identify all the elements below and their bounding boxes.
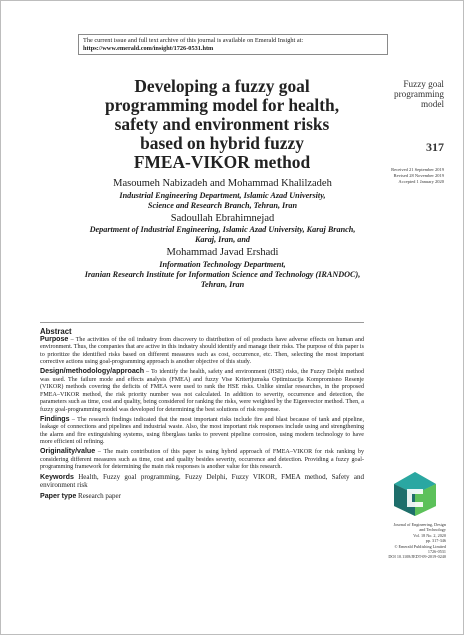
affiliation: Iranian Research Institute for Information Science and Technology (IRANDOC), [84, 269, 361, 279]
affiliation: Department of Industrial Engineering, Islamic Azad University, Karaj Branch, [89, 225, 356, 234]
publisher-logo-icon [390, 470, 440, 518]
journal-volume: Vol. 18 No. 2, 2020 [413, 532, 446, 538]
design-text: – To identify the health, safety and environment (HSE) risks, the Fuzzy Delphi method was used. The failure mode and effects analysis (FMEA) and fuzzy Vise Kriterijumska Optimizacija Kompromisno Resenje (VIKOR) methods covering the deficits of FMEA were used to rank the HSE risks. Unlike similar researches, in the proposed FMEA–VIKOR method, the risk priority number was not calculated. In addition to severity, occurrence and detection, the parameters such as time, cost and quality, being considered for ranking the risks, were weighted by the Eigenvector method. Then, a fuzzy goal-programming model was developed for determining the best solutions of risk response. [40, 368, 364, 413]
running-title-line: programming [393, 89, 444, 99]
keywords-label: Keywords [40, 472, 74, 481]
date-accepted: Accepted 1 January 2020 [398, 178, 444, 184]
paper-type-text: Research paper [76, 491, 121, 500]
availability-notice [78, 34, 388, 55]
affiliation: Science and Research Branch, Tehran, Iran [147, 200, 298, 210]
notice-text: The current issue and full text archive of this journal is available on Emerald Insight at: [83, 37, 304, 44]
keywords [40, 474, 364, 491]
abstract-purpose [40, 336, 364, 367]
title-line: programming model for health, [104, 95, 340, 115]
paper-title [72, 77, 372, 172]
page-number: 317 [426, 140, 444, 154]
author-name: Sadoullah Ebrahimnejad [170, 212, 275, 224]
abstract-heading: Abstract [40, 327, 72, 336]
journal-name: Journal of Engineering, Design [393, 522, 446, 527]
running-title-line: model [421, 99, 444, 109]
issn: 1726-0531 [427, 549, 446, 555]
affiliation: Industrial Engineering Department, Islamic Azad University, [119, 190, 326, 200]
affiliation: Tehran, Iran [200, 279, 245, 289]
date-received: Received 21 September 2019 [391, 167, 444, 172]
originality-label: Originality/value [40, 446, 96, 455]
notice-url-link[interactable]: https://www.emerald.com/insight/1726-0531.htm [83, 45, 214, 52]
abstract-originality [40, 448, 364, 472]
purpose-text: – The activities of the oil industry from discovery to distribution of oil products have adverse effects on human and environment. Thus, the companies that are active in this industry should identify and manage their risks. The purpose of this paper is to prioritize the identified risks based on different measures such as cost, occurrence, etc. Then, selecting the most important corrective actions using goal-programming approach is another objective of this study. [40, 336, 364, 366]
author-block [40, 178, 405, 290]
publisher: © Emerald Publishing Limited [394, 543, 446, 549]
findings-label: Findings [40, 414, 70, 423]
author-name: Mohammad Javad Ershadi [166, 247, 279, 258]
title-line: safety and environment risks [114, 114, 330, 134]
journal-info [366, 522, 446, 560]
abstract-findings [40, 416, 364, 447]
journal-pages: pp. 317-346 [425, 538, 446, 544]
affiliation: Information Technology Department, [159, 259, 286, 269]
journal-name-cont: and Technology [419, 527, 446, 533]
abstract-design [40, 368, 364, 415]
keywords-text: Health, Fuzzy goal programming, Fuzzy Delphi, Fuzzy VIKOR, FMEA method, Safety and environment risk [40, 472, 364, 490]
author-names: Masoumeh Nabizadeh and Mohammad Khalilzadeh [113, 178, 332, 189]
findings-text: – The research findings indicated that the most important risks include fire and blast because of tank and pipeline, leakage of connections and pipelines and industrial waste. Also, the most important risk responses include using and strengthening the alarm and fire extinguishing systems, using fiberglass tanks to prevent pipeline corrosion, using modern technology to have more efficient oil refining. [40, 416, 364, 446]
running-title [382, 79, 444, 109]
section-divider [40, 322, 364, 323]
title-line: based on hybrid fuzzy [140, 133, 304, 153]
purpose-label: Purpose [40, 334, 69, 343]
running-title-line: Fuzzy goal [403, 79, 444, 89]
title-line: Developing a fuzzy goal [134, 76, 310, 96]
paper-type-label: Paper type [40, 491, 77, 500]
paper-type [40, 493, 364, 502]
design-label: Design/methodology/approach [40, 366, 145, 375]
date-revised: Revised 28 November 2019 [393, 172, 444, 178]
abstract-section [40, 328, 364, 502]
title-line: FMEA-VIKOR method [133, 152, 311, 172]
doi: DOI 10.1108/JEDT-09-2019-0240 [388, 554, 446, 560]
originality-text: – The main contribution of this paper is using hybrid approach of FMEA–VIKOR for risk ranking by considering different measures such as time, cost and quality besides severity, occurrence and detection. Providing a fuzzy goal-programming framework for determining the main risk responses is another value for this research. [40, 448, 364, 471]
affiliation: Karaj, Iran, and [194, 235, 251, 244]
